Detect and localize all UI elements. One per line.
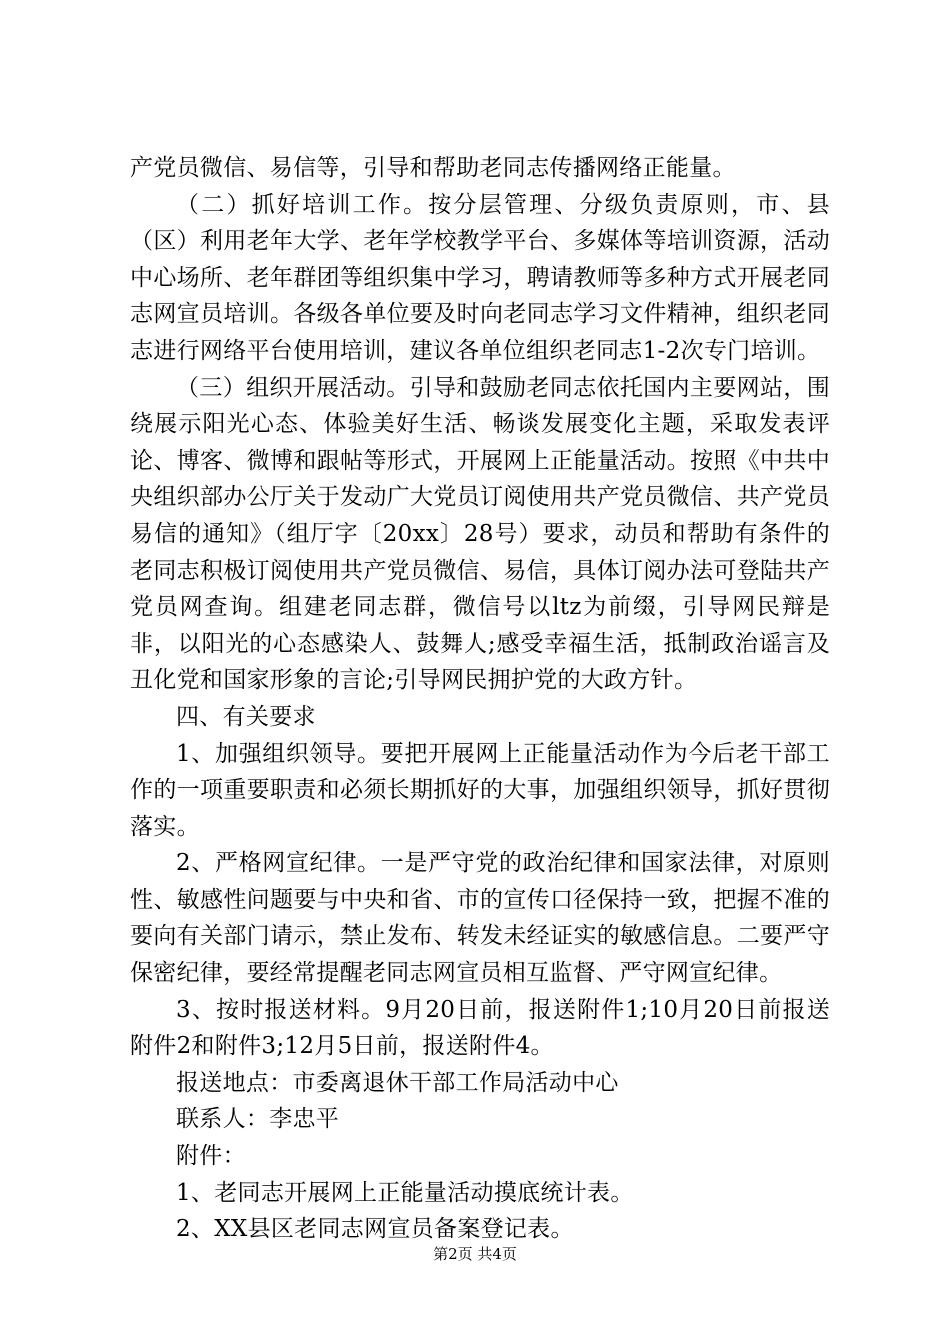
list-item: 1、老同志开展网上正能量活动摸底统计表。 — [176, 1179, 634, 1206]
paragraph: 产党员微信、易信等，引导和帮助老同志传播网络正能量。 — [130, 155, 736, 181]
paragraph: （三）组织开展活动。引导和鼓励老同志依托国内主要网站，围绕展示阳光心态、体验美好生活、畅谈发展变化主题，采取发表评论、博客、微博和跟帖等形式，开展网上正能量活动。按照《中共中央组织部办公厅关于发动广大党员订阅使用共产党员微信、共产党员易信的通知》（组厅字〔20xx〕28号）要求，动员和帮助有条件的老同志积极订阅使用共产党员微信、易信，具体订阅办法可登陆共产党员网查询。组建老同志群，微信号以ltz为前缀，引导网民辩是非，以阳光的心态感染人、鼓舞人;感受幸福生活，抵制政治谣言及丑化党和国家形象的言论;引导网民拥护党的大政方针。 — [130, 374, 830, 694]
page-number: 第2页 共4页 — [433, 1245, 517, 1263]
paragraph: 联系人：李忠平 — [176, 1106, 340, 1133]
paragraph: 附件： — [176, 1143, 246, 1170]
paragraph: 2、严格网宣纪律。一是严守党的政治纪律和国家法律，对原则性、敏感性问题要与中央和省、市的宣传口径保持一致，把握不准的要向有关部门请示，禁止发布、转发未经证实的敏感信息。二要严守保密纪律，要经常提醒老同志网宣员相互监督、严守网宣纪律。 — [130, 850, 830, 987]
document-body — [130, 150, 830, 1248]
list-item: 2、XX县区老同志网宣员备案登记表。 — [176, 1216, 574, 1243]
paragraph: 3、按时报送材料。9月20日前，报送附件1;10月20日前报送附件2和附件3;12月5日前，报送附件4。 — [130, 996, 830, 1060]
section-heading: 四、有关要求 — [176, 703, 316, 730]
paragraph: （二）抓好培训工作。按分层管理、分级负责原则，市、县（区）利用老年大学、老年学校教学平台、多媒体等培训资源，活动中心场所、老年群团等组织集中学习，聘请教师等多种方式开展老同志网宣员培训。各级各单位要及时向老同志学习文件精神，组织老同志进行网络平台使用培训，建议各单位组织老同志1-2次专门培训。 — [130, 191, 830, 364]
paragraph: 1、加强组织领导。要把开展网上正能量活动作为今后老干部工作的一项重要职责和必须长期抓好的大事，加强组织领导，抓好贯彻落实。 — [130, 740, 830, 840]
paragraph: 报送地点：市委离退休干部工作局活动中心 — [176, 1069, 619, 1096]
